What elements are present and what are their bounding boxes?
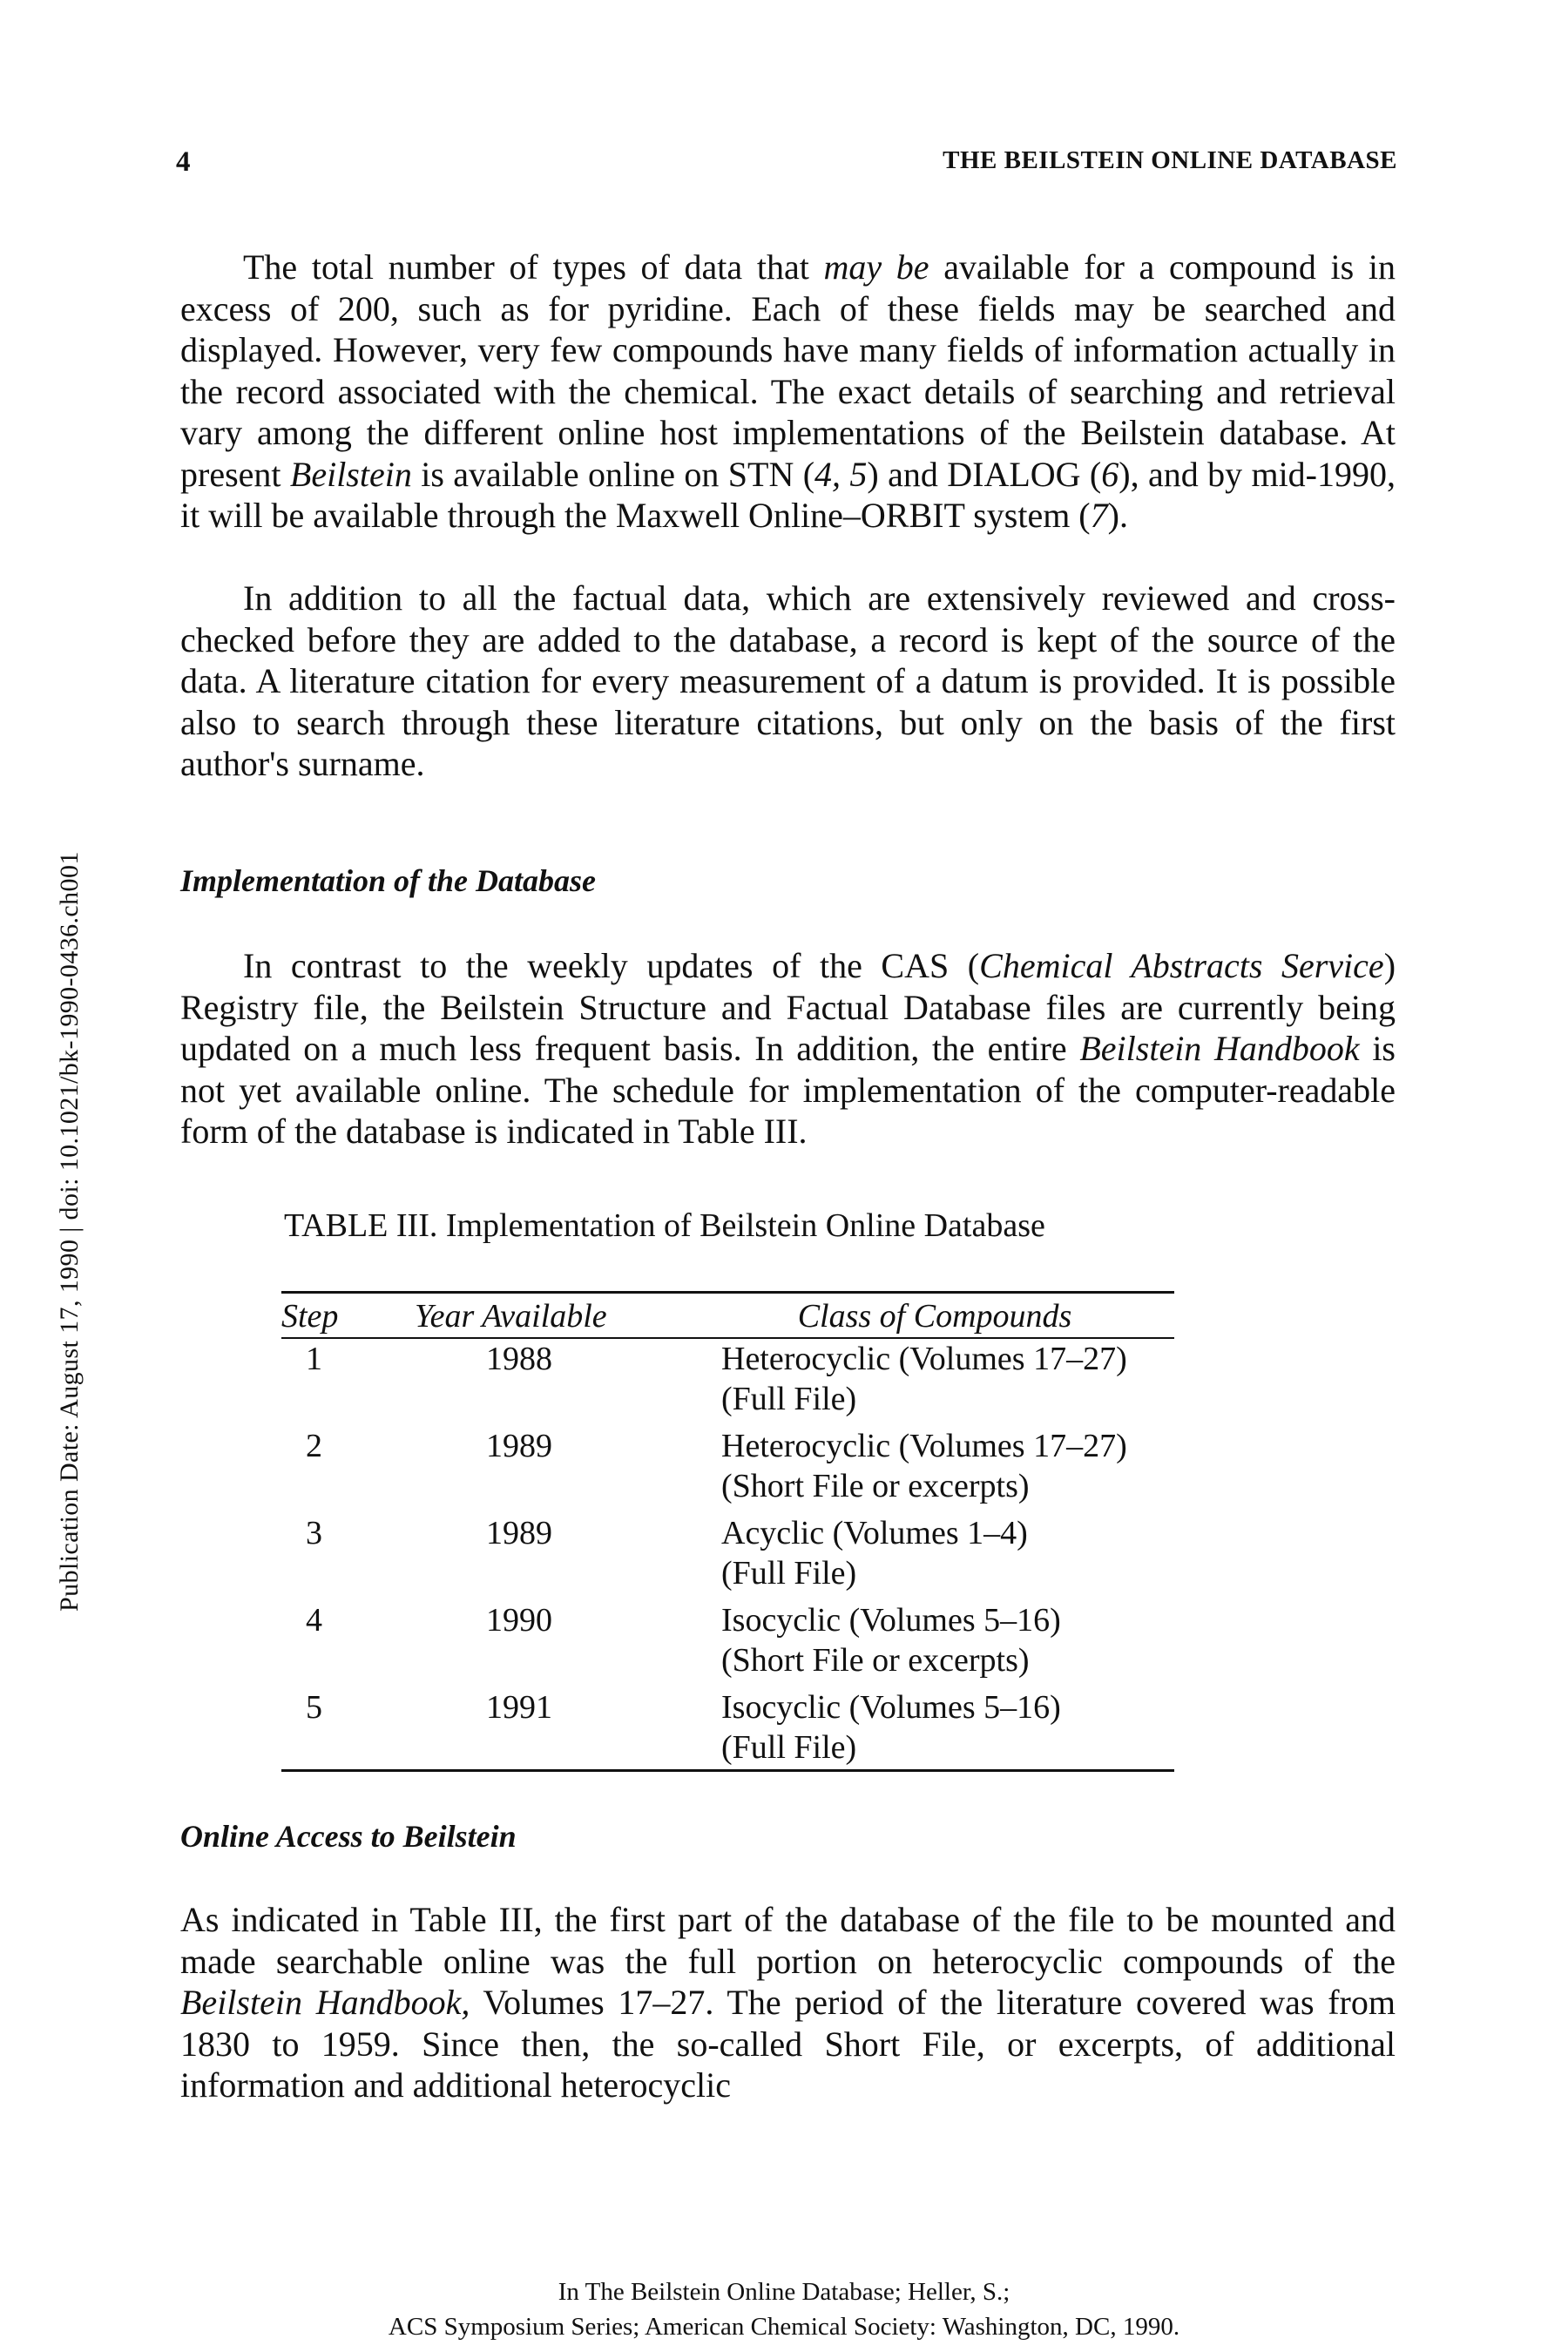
cell-class-line2: (Full File) (721, 1555, 857, 1592)
cell-step: 1 (306, 1341, 322, 1377)
cell-class-line1: Isocyclic (Volumes 5–16) (721, 1602, 1061, 1639)
cell-step: 3 (306, 1515, 322, 1551)
table-title: TABLE III. Implementation of Beilstein Online Database (284, 1207, 1045, 1244)
cell-step: 2 (306, 1428, 322, 1464)
section-heading-implementation: Implementation of the Database (180, 863, 596, 898)
cell-class-line1: Heterocyclic (Volumes 17–27) (721, 1341, 1127, 1377)
paragraph-online-access: As indicated in Table III, the first part of the database of the file to be mounted and made searchable online was the full portion on heterocyclic compounds of the Beilstein Handbook, Volumes 17–27. The period of the literature covered was from 1830 to 1959. Since then, the so-called Short File, or excerpts, of additional information and additional heterocyclic (180, 1900, 1396, 2105)
column-header-year: Year Available (415, 1293, 695, 1339)
cell-year: 1988 (486, 1341, 552, 1377)
cell-year: 1989 (486, 1428, 552, 1464)
column-header-step: Step (281, 1293, 415, 1339)
cell-class (695, 1687, 1174, 1771)
cell-class (695, 1426, 1174, 1513)
footer-citation-line2: ACS Symposium Series; American Chemical Society: Washington, DC, 1990. (388, 2313, 1180, 2341)
table-row (281, 1600, 1174, 1687)
paragraph-literature-citations: In addition to all the factual data, which are extensively reviewed and cross-checked before they are added to the database, a record is kept of the source of the data. A literature citation for every measurement of a datum is provided. It is possible also to search through these literature citations, but only on the basis of the first author's surname. (180, 578, 1396, 783)
cell-class-line1: Acyclic (Volumes 1–4) (721, 1515, 1028, 1551)
implementation-table (281, 1291, 1174, 1772)
cell-step: 4 (306, 1602, 322, 1639)
cell-class (695, 1338, 1174, 1426)
cell-class-line1: Isocyclic (Volumes 5–16) (721, 1689, 1061, 1726)
cell-class-line2: (Short File or excerpts) (721, 1642, 1030, 1679)
column-header-class: Class of Compounds (695, 1293, 1174, 1339)
footer-citation-line1: In The Beilstein Online Database; Heller, S.; (558, 2278, 1010, 2306)
cell-class-line2: (Short File or excerpts) (721, 1468, 1030, 1504)
section-heading-online-access: Online Access to Beilstein (180, 1819, 517, 1854)
paragraph-implementation: In contrast to the weekly updates of the CAS (Chemical Abstracts Service) Registry file, the Beilstein Structure and Factual Database files are currently being updated on a much less frequent basis. In addition, the entire Beilstein Handbook is not yet available online. The schedule for implementation of the computer-readable form of the database is indicated in Table III. (180, 946, 1396, 1151)
cell-class-line2: (Full File) (721, 1729, 857, 1766)
cell-class-line1: Heterocyclic (Volumes 17–27) (721, 1428, 1127, 1464)
table-header-row (281, 1293, 1174, 1339)
cell-class (695, 1600, 1174, 1687)
cell-year: 1989 (486, 1515, 552, 1551)
cell-class-line2: (Full File) (721, 1381, 857, 1417)
cell-step: 5 (281, 1687, 415, 1771)
cell-year: 1990 (486, 1602, 552, 1639)
paragraph-data-types: The total number of types of data that may be available for a compound is in excess of 200, such as for pyridine. Each of these fields may be searched and displayed. However, very few compounds have many fields of information actually in the record associated with the chemical. The exact details of searching and retrieval vary among the different online host implementations of the Beilstein database. At present Beilstein is available online on STN (4, 5) and DIALOG (6), and by mid-1990, it will be available through the Maxwell Online–ORBIT system (7). (180, 247, 1396, 535)
page-number: 4 (176, 146, 191, 178)
cell-year: 1991 (415, 1687, 695, 1771)
publication-side-note: Publication Date: August 17, 1990 | doi: 10.1021/bk-1990-0436.ch001 (55, 851, 84, 1612)
table-row (281, 1687, 1174, 1771)
cell-class (695, 1513, 1174, 1600)
table-row (281, 1426, 1174, 1513)
table-row (281, 1338, 1174, 1426)
table-row (281, 1513, 1174, 1600)
running-head: THE BEILSTEIN ONLINE DATABASE (943, 146, 1397, 174)
